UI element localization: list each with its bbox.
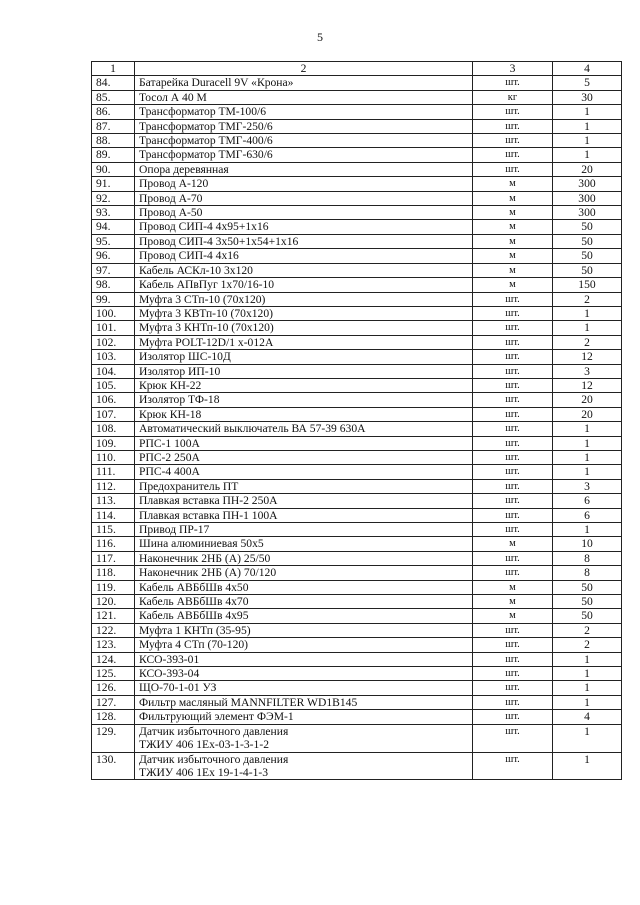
item-name: ЩО-70-1-01 УЗ — [135, 681, 473, 695]
row-number: 87. — [92, 119, 135, 133]
item-unit: м — [473, 249, 553, 263]
table-row — [92, 494, 622, 508]
item-unit: шт. — [473, 119, 553, 133]
item-name: КСО-393-04 — [135, 667, 473, 681]
table-row — [92, 450, 622, 464]
table-row — [92, 206, 622, 220]
item-name: Фильтр масляный MANNFILTER WD1B145 — [135, 695, 473, 709]
table-row — [92, 306, 622, 320]
table-row — [92, 134, 622, 148]
item-unit: шт. — [473, 292, 553, 306]
table-row — [92, 278, 622, 292]
item-quantity: 5 — [553, 76, 622, 90]
item-quantity: 1 — [553, 321, 622, 335]
item-unit: шт. — [473, 105, 553, 119]
item-quantity: 12 — [553, 378, 622, 392]
item-name: Опора деревянная — [135, 162, 473, 176]
item-name: РПС-4 400А — [135, 465, 473, 479]
item-quantity: 1 — [553, 306, 622, 320]
item-quantity: 1 — [553, 465, 622, 479]
row-number: 94. — [92, 220, 135, 234]
item-name: Плавкая вставка ПН-2 250А — [135, 494, 473, 508]
item-quantity: 4 — [553, 710, 622, 724]
item-name: Провод А-70 — [135, 191, 473, 205]
item-quantity: 8 — [553, 566, 622, 580]
table-row — [92, 119, 622, 133]
table-row — [92, 321, 622, 335]
item-quantity: 20 — [553, 407, 622, 421]
item-unit: шт. — [473, 134, 553, 148]
item-name: Провод СИП-4 4х16 — [135, 249, 473, 263]
table-row — [92, 350, 622, 364]
row-number: 93. — [92, 206, 135, 220]
row-number: 112. — [92, 479, 135, 493]
item-quantity: 6 — [553, 508, 622, 522]
item-quantity: 1 — [553, 681, 622, 695]
table-row — [92, 191, 622, 205]
table-row — [92, 580, 622, 594]
item-unit: м — [473, 234, 553, 248]
item-quantity: 300 — [553, 206, 622, 220]
row-number: 98. — [92, 278, 135, 292]
row-number: 113. — [92, 494, 135, 508]
item-name: Муфта 1 КНТп (35-95) — [135, 623, 473, 637]
row-number: 130. — [92, 752, 135, 780]
item-name: Изолятор ШС-10Д — [135, 350, 473, 364]
row-number: 121. — [92, 609, 135, 623]
row-number: 102. — [92, 335, 135, 349]
item-quantity: 50 — [553, 595, 622, 609]
item-name — [135, 724, 473, 752]
row-number: 106. — [92, 393, 135, 407]
item-quantity: 50 — [553, 263, 622, 277]
item-unit: м — [473, 206, 553, 220]
table-row — [92, 162, 622, 176]
table-row — [92, 724, 622, 752]
table-row — [92, 667, 622, 681]
row-number: 103. — [92, 350, 135, 364]
table-row — [92, 234, 622, 248]
row-number: 120. — [92, 595, 135, 609]
item-unit: шт. — [473, 523, 553, 537]
table-row — [92, 681, 622, 695]
item-unit: шт. — [473, 681, 553, 695]
item-name: Изолятор ТФ-18 — [135, 393, 473, 407]
item-name: Муфта 3 КВТп-10 (70х120) — [135, 306, 473, 320]
item-unit: м — [473, 580, 553, 594]
row-number: 129. — [92, 724, 135, 752]
header-col-1: 1 — [92, 62, 135, 76]
row-number: 84. — [92, 76, 135, 90]
item-quantity: 2 — [553, 335, 622, 349]
item-quantity: 1 — [553, 134, 622, 148]
row-number: 86. — [92, 105, 135, 119]
row-number: 101. — [92, 321, 135, 335]
table-row — [92, 595, 622, 609]
item-quantity: 6 — [553, 494, 622, 508]
item-quantity: 1 — [553, 436, 622, 450]
item-quantity: 1 — [553, 667, 622, 681]
item-quantity: 3 — [553, 364, 622, 378]
item-name: Трансформатор ТМГ-400/6 — [135, 134, 473, 148]
row-number: 110. — [92, 450, 135, 464]
item-unit: шт. — [473, 306, 553, 320]
table-row — [92, 752, 622, 780]
item-unit: шт. — [473, 407, 553, 421]
row-number: 96. — [92, 249, 135, 263]
item-quantity: 1 — [553, 105, 622, 119]
table-row — [92, 335, 622, 349]
table-row — [92, 566, 622, 580]
item-name: Кабель АВБбШв 4х70 — [135, 595, 473, 609]
inventory-table — [91, 61, 622, 780]
table-row — [92, 148, 622, 162]
item-quantity: 2 — [553, 623, 622, 637]
item-name: Привод ПР-17 — [135, 523, 473, 537]
row-number: 124. — [92, 652, 135, 666]
item-unit: шт. — [473, 724, 553, 752]
row-number: 104. — [92, 364, 135, 378]
item-unit: шт. — [473, 638, 553, 652]
item-quantity: 10 — [553, 537, 622, 551]
item-name: Муфта 4 СТп (70-120) — [135, 638, 473, 652]
item-unit: шт. — [473, 148, 553, 162]
row-number: 128. — [92, 710, 135, 724]
row-number: 108. — [92, 422, 135, 436]
item-unit: м — [473, 595, 553, 609]
item-name-line-2: ТЖИУ 406 1Ех-03-1-3-1-2 — [139, 738, 269, 752]
item-name: Провод СИП-4 4х95+1х16 — [135, 220, 473, 234]
row-number: 95. — [92, 234, 135, 248]
item-name: Изолятор ИП-10 — [135, 364, 473, 378]
item-unit: шт. — [473, 695, 553, 709]
item-unit: шт. — [473, 710, 553, 724]
table-row — [92, 652, 622, 666]
table-row — [92, 537, 622, 551]
item-unit: м — [473, 191, 553, 205]
row-number: 85. — [92, 90, 135, 104]
table-row — [92, 90, 622, 104]
item-name: Муфта 3 КНТп-10 (70х120) — [135, 321, 473, 335]
item-unit: кг — [473, 90, 553, 104]
item-name: Провод А-50 — [135, 206, 473, 220]
page-number: 5 — [317, 30, 323, 44]
item-quantity: 1 — [553, 652, 622, 666]
item-unit: шт. — [473, 335, 553, 349]
row-number: 117. — [92, 551, 135, 565]
row-number: 125. — [92, 667, 135, 681]
row-number: 97. — [92, 263, 135, 277]
item-unit: шт. — [473, 436, 553, 450]
row-number: 122. — [92, 623, 135, 637]
item-quantity: 12 — [553, 350, 622, 364]
item-unit: шт. — [473, 752, 553, 780]
item-quantity: 50 — [553, 609, 622, 623]
row-number: 89. — [92, 148, 135, 162]
table-row — [92, 263, 622, 277]
table-row — [92, 393, 622, 407]
item-name: Муфта 3 СТп-10 (70х120) — [135, 292, 473, 306]
row-number: 99. — [92, 292, 135, 306]
item-name: Крюк КН-22 — [135, 378, 473, 392]
table-row — [92, 638, 622, 652]
item-unit: шт. — [473, 508, 553, 522]
header-col-2: 2 — [135, 62, 473, 76]
table-row — [92, 105, 622, 119]
table-row — [92, 551, 622, 565]
item-quantity: 50 — [553, 234, 622, 248]
item-name: Муфта POLT-12D/1 х-012А — [135, 335, 473, 349]
row-number: 111. — [92, 465, 135, 479]
item-name: Плавкая вставка ПН-1 100А — [135, 508, 473, 522]
item-unit: шт. — [473, 364, 553, 378]
item-unit: м — [473, 220, 553, 234]
item-name: Трансформатор ТМ-100/6 — [135, 105, 473, 119]
item-quantity: 20 — [553, 162, 622, 176]
table-row — [92, 407, 622, 421]
item-name — [135, 752, 473, 780]
row-number: 90. — [92, 162, 135, 176]
item-unit: шт. — [473, 422, 553, 436]
row-number: 126. — [92, 681, 135, 695]
item-unit: шт. — [473, 566, 553, 580]
item-unit: шт. — [473, 465, 553, 479]
item-quantity: 20 — [553, 393, 622, 407]
item-unit: м — [473, 537, 553, 551]
item-name: РПС-1 100А — [135, 436, 473, 450]
item-name: Автоматический выключатель ВА 57-39 630А — [135, 422, 473, 436]
item-quantity: 1 — [553, 523, 622, 537]
item-name: Провод А-120 — [135, 177, 473, 191]
item-unit: шт. — [473, 667, 553, 681]
item-name: Трансформатор ТМГ-250/6 — [135, 119, 473, 133]
header-col-3: 3 — [473, 62, 553, 76]
table-row — [92, 623, 622, 637]
item-unit: м — [473, 278, 553, 292]
item-name-line-2: ТЖИУ 406 1Ех 19-1-4-1-3 — [139, 765, 269, 779]
table-row — [92, 710, 622, 724]
item-quantity: 1 — [553, 695, 622, 709]
item-name: Наконечник 2НБ (А) 70/120 — [135, 566, 473, 580]
item-name: Батарейка Duracell 9V «Крона» — [135, 76, 473, 90]
item-name: Провод СИП-4 3х50+1х54+1х16 — [135, 234, 473, 248]
row-number: 105. — [92, 378, 135, 392]
row-number: 115. — [92, 523, 135, 537]
item-unit: шт. — [473, 450, 553, 464]
item-name: Трансформатор ТМГ-630/6 — [135, 148, 473, 162]
item-name: Наконечник 2НБ (А) 25/50 — [135, 551, 473, 565]
item-unit: шт. — [473, 378, 553, 392]
header-col-4: 4 — [553, 62, 622, 76]
table-row — [92, 609, 622, 623]
row-number: 119. — [92, 580, 135, 594]
item-quantity: 1 — [553, 724, 622, 752]
item-quantity: 1 — [553, 752, 622, 780]
row-number: 107. — [92, 407, 135, 421]
item-quantity: 2 — [553, 292, 622, 306]
item-quantity: 1 — [553, 119, 622, 133]
item-quantity: 8 — [553, 551, 622, 565]
item-quantity: 50 — [553, 580, 622, 594]
table-row — [92, 177, 622, 191]
item-name: Кабель АПвПуг 1х70/16-10 — [135, 278, 473, 292]
table-row — [92, 292, 622, 306]
table-row — [92, 465, 622, 479]
row-number: 123. — [92, 638, 135, 652]
row-number: 92. — [92, 191, 135, 205]
row-number: 100. — [92, 306, 135, 320]
item-unit: м — [473, 263, 553, 277]
table-row — [92, 508, 622, 522]
item-quantity: 1 — [553, 148, 622, 162]
item-name: Кабель АСКл-10 3х120 — [135, 263, 473, 277]
item-unit: шт. — [473, 76, 553, 90]
item-unit: м — [473, 609, 553, 623]
table-row — [92, 523, 622, 537]
row-number: 116. — [92, 537, 135, 551]
item-name: КСО-393-01 — [135, 652, 473, 666]
item-unit: шт. — [473, 162, 553, 176]
item-unit: м — [473, 177, 553, 191]
table-row — [92, 220, 622, 234]
row-number: 114. — [92, 508, 135, 522]
item-unit: шт. — [473, 494, 553, 508]
row-number: 88. — [92, 134, 135, 148]
item-quantity: 50 — [553, 220, 622, 234]
item-name: РПС-2 250А — [135, 450, 473, 464]
item-unit: шт. — [473, 652, 553, 666]
item-name: Шина алюминиевая 50х5 — [135, 537, 473, 551]
item-quantity: 50 — [553, 249, 622, 263]
item-unit: шт. — [473, 479, 553, 493]
item-quantity: 30 — [553, 90, 622, 104]
table-row — [92, 378, 622, 392]
item-name: Кабель АВБбШв 4х50 — [135, 580, 473, 594]
table-row — [92, 76, 622, 90]
item-unit: шт. — [473, 623, 553, 637]
item-quantity: 1 — [553, 450, 622, 464]
item-unit: шт. — [473, 321, 553, 335]
table-row — [92, 479, 622, 493]
item-name: Крюк КН-18 — [135, 407, 473, 421]
row-number: 109. — [92, 436, 135, 450]
row-number: 118. — [92, 566, 135, 580]
item-name-line-1: Датчик избыточного давления — [139, 752, 289, 766]
item-unit: шт. — [473, 350, 553, 364]
table-row — [92, 422, 622, 436]
item-name: Кабель АВБбШв 4х95 — [135, 609, 473, 623]
row-number: 91. — [92, 177, 135, 191]
item-unit: шт. — [473, 551, 553, 565]
item-name: Предохранитель ПТ — [135, 479, 473, 493]
table-row — [92, 695, 622, 709]
row-number: 127. — [92, 695, 135, 709]
table-row — [92, 436, 622, 450]
item-quantity: 300 — [553, 177, 622, 191]
item-name: Тосол А 40 М — [135, 90, 473, 104]
table-row — [92, 249, 622, 263]
item-quantity: 3 — [553, 479, 622, 493]
table-header-row — [92, 62, 622, 76]
item-quantity: 150 — [553, 278, 622, 292]
table-row — [92, 364, 622, 378]
item-quantity: 300 — [553, 191, 622, 205]
item-unit: шт. — [473, 393, 553, 407]
item-name: Фильтрующий элемент ФЭМ-1 — [135, 710, 473, 724]
item-name-line-1: Датчик избыточного давления — [139, 724, 289, 738]
item-quantity: 1 — [553, 422, 622, 436]
item-quantity: 2 — [553, 638, 622, 652]
